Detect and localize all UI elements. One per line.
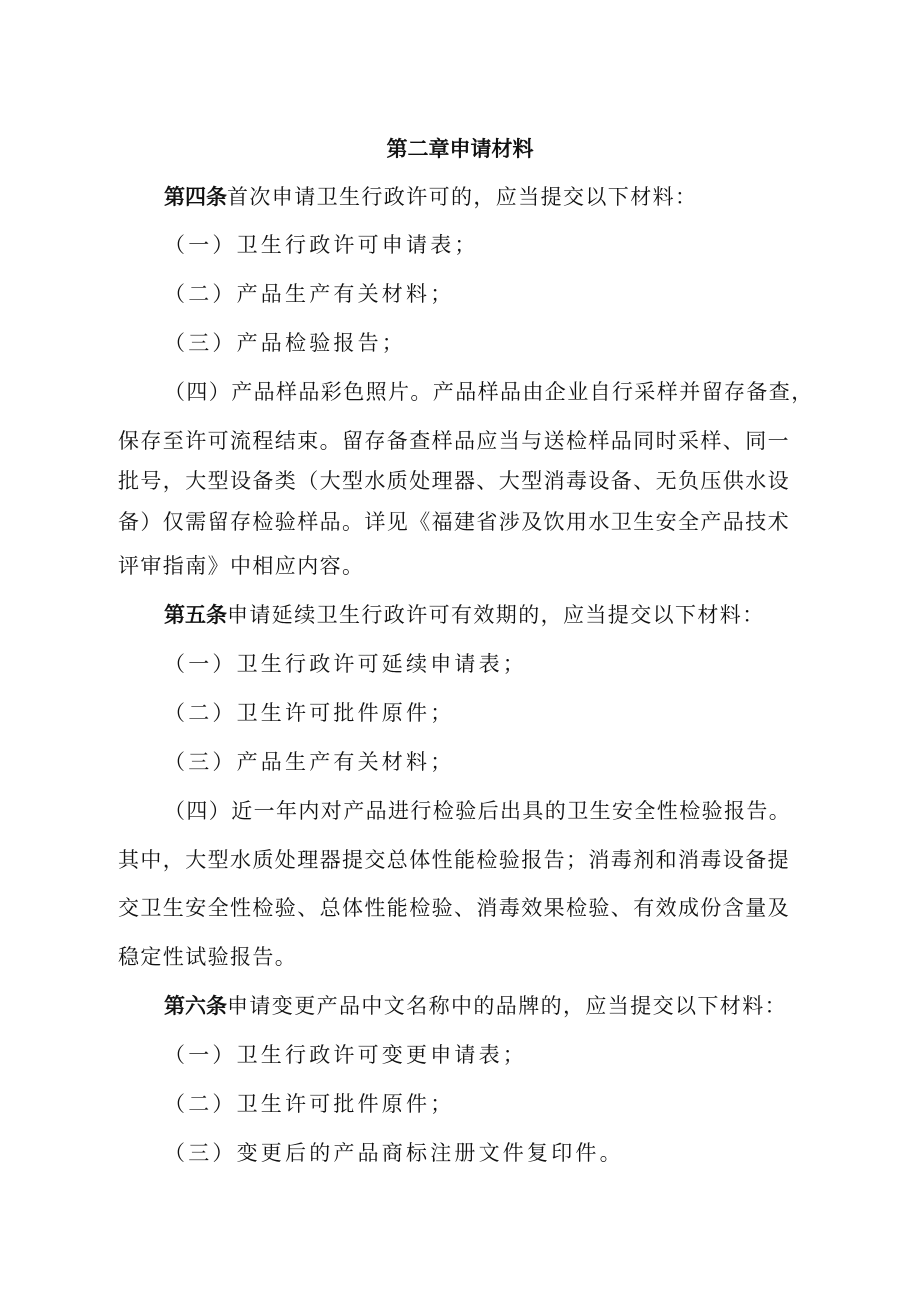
paragraph-line: （四）近一年内对产品进行检验后出具的卫生安全性检验报告。 — [164, 799, 792, 823]
paragraph-line: 其中，大型水质处理器提交总体性能检验报告；消毒剂和消毒设备提 — [118, 848, 790, 872]
article-5-heading — [164, 598, 824, 632]
paragraph-line: 批号，大型设备类（大型水质处理器、大型消毒设备、无负压供水设 — [118, 469, 790, 493]
list-item: （三）产品生产有关材料； — [164, 750, 455, 774]
list-item: （二）卫生许可批件原件； — [164, 1092, 455, 1116]
article-intro: 申请延续卫生行政许可有效期的，应当提交以下材料： — [227, 603, 765, 627]
list-item: （二）产品生产有关材料； — [164, 282, 455, 306]
paragraph-line: 保存至许可流程结束。留存备查样品应当与送检样品同时采样、同一 — [118, 429, 790, 453]
article-label: 第六条 — [164, 994, 227, 1018]
article-label: 第五条 — [164, 603, 227, 627]
article-intro: 申请变更产品中文名称中的品牌的，应当提交以下材料： — [227, 994, 787, 1018]
list-item: （三）变更后的产品商标注册文件复印件。 — [164, 1141, 624, 1165]
paragraph-line: 评审指南》中相应内容。 — [118, 554, 365, 578]
paragraph-line: 备）仅需留存检验样品。详见《福建省涉及饮用水卫生安全产品技术 — [118, 510, 790, 534]
list-item: （一）卫生行政许可申请表； — [164, 233, 479, 257]
paragraph-line: 交卫生安全性检验、总体性能检验、消毒效果检验、有效成份含量及 — [118, 896, 790, 920]
article-6-heading — [164, 989, 824, 1023]
chapter-title: 第二章申请材料 — [386, 137, 534, 161]
list-item: （二）卫生许可批件原件； — [164, 701, 455, 725]
list-item: （三）产品检验报告； — [164, 331, 406, 355]
paragraph-line: 稳定性试验报告。 — [118, 945, 298, 969]
list-item: （一）卫生行政许可变更申请表； — [164, 1043, 527, 1067]
article-label: 第四条 — [164, 185, 227, 209]
paragraph-line: （四）产品样品彩色照片。产品样品由企业自行采样并留存备查， — [164, 380, 814, 404]
list-item: （一）卫生行政许可延续申请表； — [164, 652, 527, 676]
article-4-heading — [164, 180, 824, 214]
article-intro: 首次申请卫生行政许可的，应当提交以下材料： — [227, 185, 698, 209]
